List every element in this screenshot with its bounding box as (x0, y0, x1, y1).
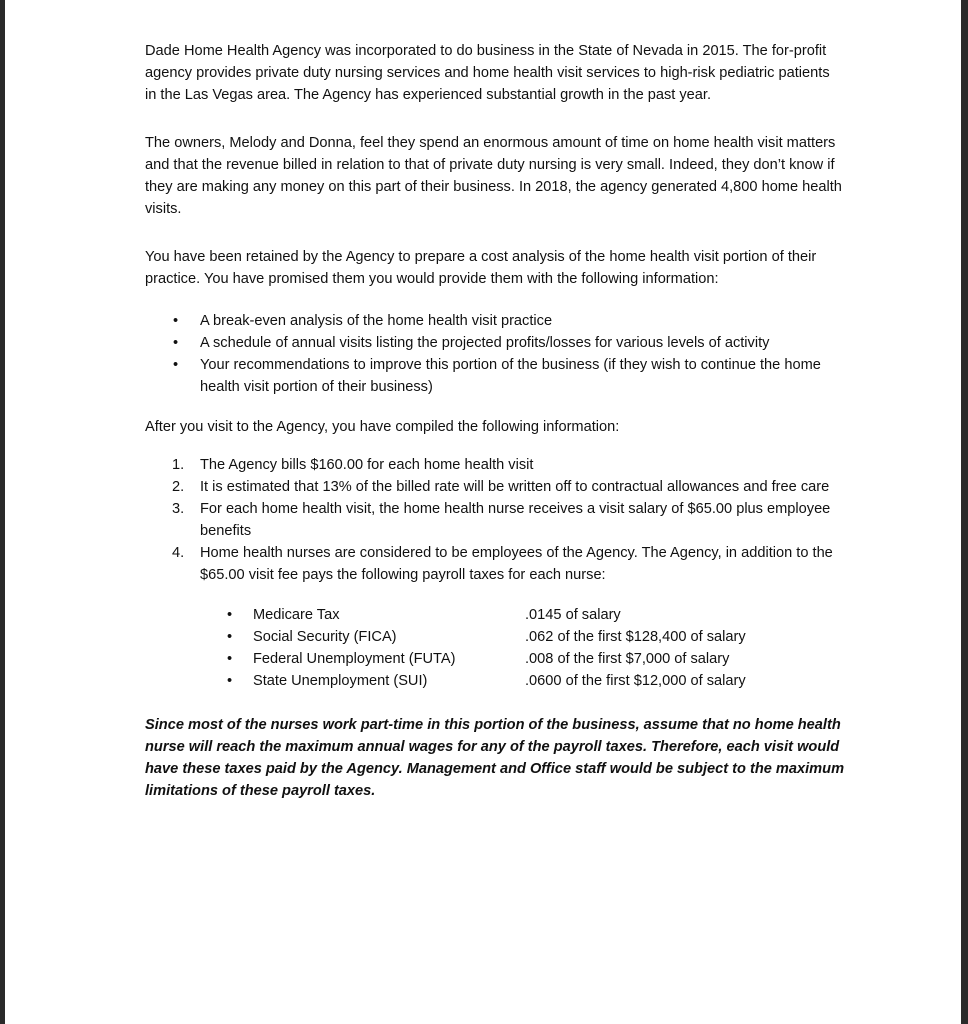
bullet-icon: • (227, 629, 233, 645)
engagement-paragraph: You have been retained by the Agency to prepare a cost analysis of the home health visit portion of their practice. You have promised them you would provide them with the following information: (145, 249, 817, 287)
deliverables-list (145, 310, 845, 398)
tax-name: State Unemployment (SUI) (253, 673, 428, 689)
payroll-tax-list (145, 604, 845, 692)
fact-text: It is estimated that 13% of the billed rate will be written off to contractual allowances and free care (200, 479, 830, 495)
list-item (145, 542, 845, 586)
item-number: 1. (172, 457, 185, 473)
intro-paragraph: Dade Home Health Agency was incorporated to do business in the State of Nevada in 2015. The for-profit agency provides private duty nursing services and home health visit services to high-risk pediatric patients in the Las Vegas area. The Agency has experienced substantial growth in the past year. (145, 43, 830, 103)
list-item (145, 354, 845, 398)
item-number: 3. (172, 501, 185, 517)
document-page (145, 40, 845, 802)
fact-text: For each home health visit, the home health nurse receives a visit salary of $65.00 plus employee benefits (200, 501, 831, 539)
right-edge-shadow (961, 0, 968, 1024)
list-item (145, 310, 845, 332)
left-edge-shadow (0, 0, 5, 1024)
tax-name: Social Security (FICA) (253, 629, 397, 645)
bullet-icon: • (173, 313, 179, 329)
list-item (145, 648, 845, 670)
assumption-note: Since most of the nurses work part-time in this portion of the business, assume that no home health nurse will reach the maximum annual wages for any of the payroll taxes. Therefore, each visit would have these taxes paid by the Agency. Management and Office staff would be subject to the maximum limitations of these payroll taxes. (145, 717, 845, 799)
list-item (145, 604, 845, 626)
facts-list (145, 454, 845, 586)
bullet-icon: • (173, 357, 179, 373)
bullet-icon: • (227, 673, 233, 689)
tax-name: Medicare Tax (253, 607, 340, 623)
deliverable-text: A schedule of annual visits listing the projected profits/losses for various levels of activity (200, 335, 770, 351)
tax-rate: .062 of the first $128,400 of salary (525, 629, 746, 645)
list-item (145, 332, 845, 354)
compiled-intro: After you visit to the Agency, you have compiled the following information: (145, 419, 620, 435)
tax-rate: .0145 of salary (525, 607, 621, 623)
bullet-icon: • (227, 651, 233, 667)
tax-rate: .008 of the first $7,000 of salary (525, 651, 730, 667)
fact-text: Home health nurses are considered to be employees of the Agency. The Agency, in addition to the $65.00 visit fee pays the following payroll taxes for each nurse: (200, 545, 833, 583)
deliverable-text: Your recommendations to improve this portion of the business (if they wish to continue the home health visit portion of their business) (200, 357, 821, 395)
bullet-icon: • (173, 335, 179, 351)
item-number: 2. (172, 479, 185, 495)
list-item (145, 476, 845, 498)
owners-paragraph: The owners, Melody and Donna, feel they spend an enormous amount of time on home health visit matters and that the revenue billed in relation to that of private duty nursing is very small. Indeed, they don’t know if they are making any money on this part of their business. In 2018, the agency generated 4,800 home health visits. (145, 135, 842, 217)
list-item (145, 498, 845, 542)
fact-text: The Agency bills $160.00 for each home health visit (200, 457, 534, 473)
item-number: 4. (172, 545, 185, 561)
list-item (145, 454, 845, 476)
deliverable-text: A break-even analysis of the home health visit practice (200, 313, 553, 329)
tax-name: Federal Unemployment (FUTA) (253, 651, 456, 667)
tax-rate: .0600 of the first $12,000 of salary (525, 673, 746, 689)
bullet-icon: • (227, 607, 233, 623)
list-item (145, 670, 845, 692)
list-item (145, 626, 845, 648)
